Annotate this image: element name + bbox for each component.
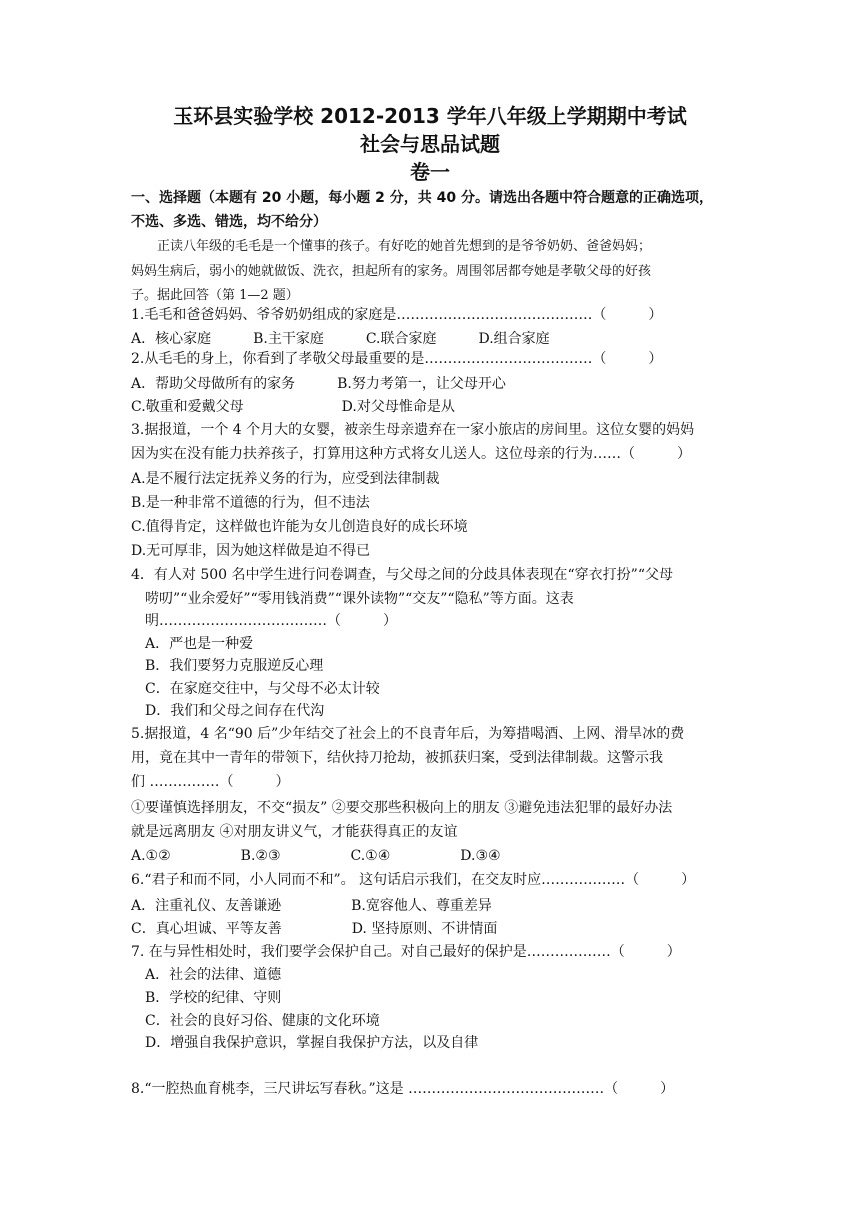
- question-5-options: A.①② B.②③ C.①④ D.③④: [131, 848, 501, 864]
- question-7-option: D．增强自我保护意识，掌握自我保护方法，以及自律: [131, 1035, 479, 1051]
- question-5-stem: 5.据报道，4 名“90 后”少年结交了社会上的不良青年后，为筹措喝酒、上网、滑旱冰的费: [131, 726, 685, 742]
- question-6-options: C．真心坦诚、平等友善 D. 坚持原则、不讲情面: [131, 921, 498, 937]
- exam-title: 玉环县实验学校 2012-2013 学年八年级上学期期中考试: [173, 104, 687, 128]
- section-heading: 一、选择题（本题有 20 小题，每小题 2 分，共 40 分。请选出各题中符合题意的正确选项，: [131, 190, 713, 206]
- question-3-option: B.是一种非常不道德的行为，但不违法: [131, 495, 370, 511]
- question-4-option: C．在家庭交往中，与父母不必太计较: [131, 681, 380, 697]
- passage-line: 子。据此回答（第 1—2 题）: [131, 288, 299, 303]
- question-7-option: C．社会的良好习俗、健康的文化环境: [131, 1013, 380, 1029]
- question-1-options: A．核心家庭 B.主干家庭 C.联合家庭 D.组合家庭: [131, 331, 550, 347]
- passage-line: 正读八年级的毛毛是一个懂事的孩子。有好吃的她首先想到的是爷爷奶奶、爸爸妈妈；: [131, 239, 652, 254]
- question-3-option: D.无可厚非，因为她这样做是迫不得已: [131, 543, 371, 559]
- question-6-stem: 6.“君子和而不同，小人同而不和”。 这句话启示我们，在交友时应………………（ ）: [131, 872, 696, 888]
- question-8-stem: 8.“一腔热血育桃李，三尺讲坛写春秋。”这是 ……………………………………（ ）: [131, 1081, 675, 1097]
- question-5-statements: 就是远离朋友 ④对朋友讲义气，才能获得真正的友谊: [131, 824, 458, 840]
- question-5-stem: 们 ……………（ ）: [131, 774, 290, 790]
- question-4-stem: 明………………………………（ ）: [131, 613, 397, 629]
- question-4-option: A．严也是一种爱: [131, 636, 254, 652]
- question-6-options: A．注重礼仪、友善谦逊 B.宽容他人、尊重差异: [131, 898, 492, 914]
- question-7-option: B．学校的纪律、守则: [131, 990, 282, 1006]
- question-7-option: A．社会的法律、道德: [131, 967, 282, 983]
- section-heading-cont: 不选、多选、错选，均不给分）: [131, 214, 327, 230]
- question-4-stem: 4．有人对 500 名中学生进行问卷调查，与父母之间的分歧具体表现在“穿衣打扮”“父母: [131, 567, 673, 583]
- question-3-stem: 因为实在没有能力扶养孩子，打算用这种方式将女儿送人。这位母亲的行为……（ ）: [131, 446, 691, 462]
- question-3-stem: 3.据报道，一个 4 个月大的女婴，被亲生母亲遗弃在一家小旅店的房间里。这位女婴的妈妈: [131, 422, 695, 438]
- question-1-stem: 1.毛毛和爸爸妈妈、爷爷奶奶组成的家庭是……………………………………（ ）: [131, 307, 663, 323]
- question-7-stem: 7. 在与异性相处时，我们要学会保护自己。对自己最好的保护是………………（ ）: [131, 944, 681, 960]
- question-5-statements: ①要谨慎选择朋友，不交“损友” ②要交那些积极向上的朋友 ③避免违法犯罪的最好办法: [131, 800, 673, 816]
- question-2-options: C.敬重和爱戴父母 D.对父母惟命是从: [131, 399, 455, 415]
- exam-subtitle: 社会与思品试题: [360, 132, 500, 156]
- question-2-options: A．帮助父母做所有的家务 B.努力考第一，让父母开心: [131, 376, 506, 392]
- question-2-stem: 2.从毛毛的身上，你看到了孝敬父母最重要的是………………………………（ ）: [131, 351, 663, 367]
- question-3-option: C.值得肯定，这样做也许能为女儿创造良好的成长环境: [131, 519, 468, 535]
- question-4-stem: 唠叨”“业余爱好”“零用钱消费”“课外读物”“交友”“隐私”等方面。这表: [131, 591, 574, 607]
- question-4-option: D．我们和父母之间存在代沟: [131, 703, 325, 719]
- volume-label: 卷一: [410, 160, 450, 184]
- question-5-stem: 用，竟在其中一青年的带领下，结伙持刀抢劫，被抓获归案，受到法律制裁。这警示我: [131, 750, 663, 766]
- question-3-option: A.是不履行法定抚养义务的行为，应受到法律制裁: [131, 471, 440, 487]
- passage-line: 妈妈生病后，弱小的她就做饭、洗衣，担起所有的家务。周围邻居都夸她是孝敬父母的好孩: [131, 264, 652, 279]
- question-4-option: B．我们要努力克服逆反心理: [131, 658, 324, 674]
